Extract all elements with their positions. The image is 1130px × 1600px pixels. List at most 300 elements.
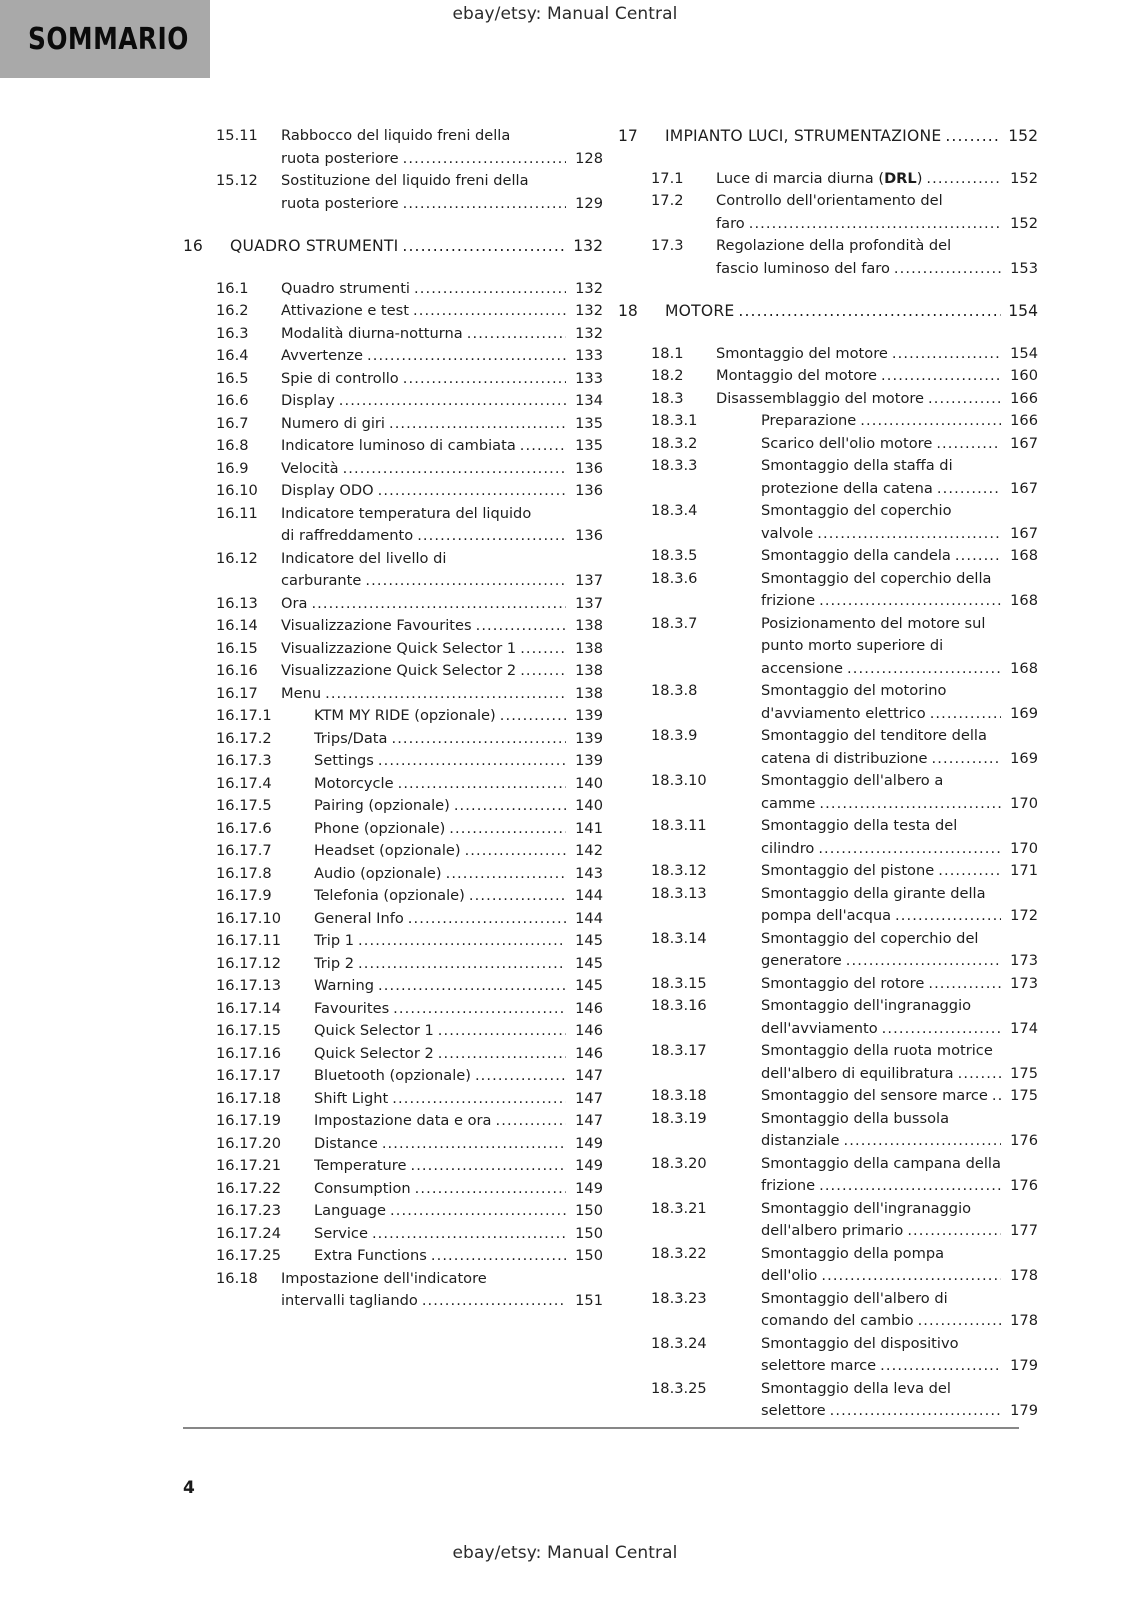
toc-entry-page-number: 160 (1010, 367, 1038, 384)
toc-entry-page-number: 140 (575, 797, 603, 814)
toc-entry-page-number: 146 (575, 999, 603, 1017)
toc-entry-number: 16.17.24 (216, 1224, 281, 1242)
toc-leader-dots (928, 973, 1001, 996)
toc-entry-page-number: 178 (1010, 1312, 1038, 1329)
toc-entry[interactable] (618, 235, 1038, 258)
toc-entry-body (761, 905, 1038, 928)
toc-entry-number: 16.6 (216, 392, 249, 409)
toc-entry[interactable] (183, 1133, 603, 1156)
toc-entry-page-number: 174 (1010, 1019, 1038, 1037)
toc-entry-number: 15.11 (216, 127, 258, 144)
toc-entry[interactable] (183, 1268, 603, 1291)
toc-entry-number: 16.18 (216, 1269, 258, 1287)
toc-entry[interactable] (183, 278, 603, 301)
toc-entry[interactable] (618, 1220, 1038, 1243)
toc-entry[interactable] (618, 258, 1038, 281)
toc-entry-title: Controllo dell'orientamento del (716, 192, 943, 209)
toc-entry-body (761, 1400, 1038, 1423)
toc-entry-body (230, 235, 603, 258)
toc-entry-title: MOTORE (665, 302, 735, 320)
toc-entry[interactable] (183, 908, 603, 931)
toc-entry-page-number: 176 (1010, 1132, 1038, 1149)
toc-entry[interactable] (618, 770, 1038, 793)
toc-entry[interactable] (183, 193, 603, 216)
toc-entry-body (761, 1108, 1038, 1131)
toc-entry-body (314, 750, 603, 773)
toc-entry[interactable] (183, 683, 603, 706)
toc-entry[interactable] (618, 500, 1038, 523)
toc-entry-number: 16.10 (216, 482, 258, 499)
toc-entry[interactable] (183, 345, 603, 368)
toc-leader-dots (475, 1065, 566, 1088)
toc-entry-number: 18.3.20 (651, 1154, 707, 1172)
toc-entry-title: Indicatore luminoso di cambiata (281, 437, 516, 454)
toc-leader-dots (392, 1088, 566, 1111)
toc-entry-title: generatore (761, 952, 842, 969)
toc-entry-title: cilindro (761, 839, 815, 857)
toc-leader-dots (846, 950, 1001, 973)
toc-entry[interactable] (618, 433, 1038, 456)
toc-entry-page-number: 132 (575, 324, 603, 342)
toc-entry-body (314, 1178, 603, 1201)
toc-entry[interactable] (618, 680, 1038, 703)
toc-entry[interactable] (618, 1400, 1038, 1423)
toc-entry[interactable] (183, 525, 603, 548)
toc-entry[interactable] (183, 548, 603, 571)
toc-entry-number: 16.16 (216, 662, 258, 679)
toc-entry-title: Service (314, 1224, 368, 1242)
toc-entry-title: Language (314, 1202, 387, 1219)
toc-entry-page-number: 138 (575, 639, 603, 657)
toc-entry[interactable] (618, 455, 1038, 478)
toc-entry-body (314, 1043, 603, 1066)
toc-leader-dots (936, 433, 1001, 456)
watermark-bottom: ebay/etsy: Manual Central (452, 1543, 678, 1563)
toc-entry-title: Attivazione e test (281, 302, 409, 319)
toc-leader-dots (937, 478, 1001, 501)
toc-entry[interactable] (183, 1110, 603, 1133)
toc-leader-dots (938, 860, 1001, 883)
toc-entry-body (761, 455, 1038, 478)
toc-entry[interactable] (618, 1018, 1038, 1041)
toc-entry-body (665, 300, 1038, 323)
toc-entry-title: Indicatore temperatura del liquido (281, 504, 532, 522)
toc-entry[interactable] (183, 1155, 603, 1178)
toc-entry-body (281, 170, 603, 193)
toc-entry-title: Display ODO (281, 482, 374, 499)
toc-entry-body (716, 235, 1038, 258)
toc-entry-body (761, 635, 1038, 658)
toc-entry-body (761, 1265, 1038, 1288)
page-title: SOMMARIO (28, 22, 189, 57)
toc-entry-page-number: 172 (1010, 907, 1038, 924)
toc-entry-page-number: 154 (1010, 344, 1038, 362)
toc-entry[interactable] (183, 235, 603, 258)
toc-entry-body (761, 1220, 1038, 1243)
toc-entry-body (761, 545, 1038, 568)
toc-entry[interactable] (618, 928, 1038, 951)
toc-entry-title: punto morto superiore di (761, 637, 944, 654)
toc-entry-title: General Info (314, 909, 404, 927)
toc-entry-number: 16.17.19 (216, 1112, 281, 1129)
toc-entry-number: 16.17.13 (216, 977, 281, 994)
toc-entry-body (716, 343, 1038, 366)
toc-leader-dots (372, 1223, 566, 1246)
toc-entry[interactable] (183, 1043, 603, 1066)
toc-entry-title: Visualizzazione Quick Selector 2 (281, 662, 517, 679)
toc-entry[interactable] (183, 773, 603, 796)
toc-entry-number: 16.17 (216, 684, 258, 702)
toc-entry-title: Shift Light (314, 1089, 389, 1107)
toc-entry-body (314, 908, 603, 931)
toc-leader-dots (500, 705, 566, 728)
toc-entry-body (281, 660, 603, 683)
toc-entry[interactable] (183, 1200, 603, 1223)
toc-entry-page-number: 152 (1010, 214, 1038, 232)
toc-leader-dots (520, 638, 566, 661)
toc-entry[interactable] (618, 1333, 1038, 1356)
toc-entry-page-number: 145 (575, 932, 603, 949)
toc-entry[interactable] (183, 998, 603, 1021)
toc-entry[interactable] (618, 995, 1038, 1018)
toc-entry-page-number: 144 (575, 887, 603, 904)
toc-leader-dots (928, 388, 1001, 411)
toc-entry-title: Menu (281, 684, 322, 702)
toc-entry[interactable] (618, 860, 1038, 883)
toc-entry[interactable] (183, 975, 603, 998)
toc-entry-number: 17.3 (651, 237, 684, 254)
toc-entry-number: 18.3.10 (651, 772, 707, 789)
toc-entry[interactable] (183, 795, 603, 818)
toc-entry-body (761, 433, 1038, 456)
toc-entry-page-number: 137 (575, 594, 603, 612)
toc-entry-page-number: 152 (1010, 169, 1038, 187)
toc-leader-dots (413, 300, 566, 323)
toc-entry[interactable] (618, 1378, 1038, 1401)
toc-entry[interactable] (183, 300, 603, 323)
toc-entry[interactable] (183, 413, 603, 436)
toc-entry-title: Smontaggio della candela (761, 547, 951, 564)
toc-entry[interactable] (618, 168, 1038, 191)
toc-entry-body (314, 728, 603, 751)
toc-entry-body (281, 480, 603, 503)
toc-entry-page-number: 151 (575, 1292, 603, 1309)
toc-entry-page-number: 138 (575, 662, 603, 679)
toc-entry-page-number: 134 (575, 392, 603, 409)
toc-entry-body (761, 860, 1038, 883)
toc-entry[interactable] (618, 1355, 1038, 1378)
toc-entry[interactable] (618, 545, 1038, 568)
toc-entry[interactable] (618, 125, 1038, 148)
toc-entry-title: valvole (761, 524, 814, 542)
toc-entry-number: 16.17.6 (216, 819, 272, 837)
toc-entry[interactable] (618, 1108, 1038, 1131)
toc-entry-title: Smontaggio della staffa di (761, 457, 953, 474)
toc-entry-title: Motorcycle (314, 774, 394, 792)
toc-entry[interactable] (183, 840, 603, 863)
toc-entry[interactable] (618, 635, 1038, 658)
toc-entry[interactable] (183, 480, 603, 503)
toc-entry-body (281, 525, 603, 548)
toc-entry-title: Posizionamento del motore sul (761, 614, 986, 632)
toc-entry-page-number: 179 (1010, 1357, 1038, 1374)
toc-entry-body (761, 748, 1038, 771)
toc-entry-number: 16.17.17 (216, 1067, 281, 1084)
toc-entry[interactable] (618, 590, 1038, 613)
toc-entry-title: Bluetooth (opzionale) (314, 1067, 471, 1084)
toc-leader-dots (378, 750, 566, 773)
toc-entry-body (281, 570, 603, 593)
toc-entry[interactable] (618, 1153, 1038, 1176)
toc-entry-page-number: 170 (1010, 794, 1038, 812)
toc-entry[interactable] (183, 323, 603, 346)
toc-leader-dots (438, 1020, 566, 1043)
toc-entry[interactable] (618, 1198, 1038, 1221)
toc-entry-number: 16.17.11 (216, 932, 281, 949)
toc-entry-title: Smontaggio del coperchio del (761, 929, 979, 947)
toc-entry[interactable] (183, 615, 603, 638)
toc-entry-page-number: 149 (575, 1157, 603, 1174)
toc-leader-dots (403, 148, 566, 171)
toc-entry-body (314, 705, 603, 728)
toc-entry[interactable] (618, 748, 1038, 771)
toc-entry[interactable] (183, 1245, 603, 1268)
toc-entry[interactable] (618, 815, 1038, 838)
toc-entry[interactable] (618, 523, 1038, 546)
toc-entry-title: intervalli tagliando (281, 1292, 418, 1309)
toc-leader-dots (860, 410, 1001, 433)
toc-entry-title: Smontaggio dell'albero a (761, 772, 944, 789)
toc-entry-body (761, 1355, 1038, 1378)
toc-entry-body (281, 345, 603, 368)
toc-entry-page-number: 169 (1010, 704, 1038, 722)
toc-entry[interactable] (618, 703, 1038, 726)
toc-entry[interactable] (618, 410, 1038, 433)
toc-entry-body (716, 365, 1038, 388)
toc-entry[interactable] (618, 658, 1038, 681)
toc-entry[interactable] (618, 1130, 1038, 1153)
toc-leader-dots (358, 953, 566, 976)
footer-divider (183, 1427, 1019, 1429)
toc-entry-number: 16.17.14 (216, 999, 281, 1017)
toc-entry-title: carburante (281, 572, 362, 589)
toc-entry-page-number: 166 (1010, 389, 1038, 407)
toc-entry-page-number: 135 (575, 414, 603, 432)
toc-entry[interactable] (183, 458, 603, 481)
toc-entry[interactable] (183, 170, 603, 193)
toc-entry[interactable] (618, 343, 1038, 366)
toc-entry[interactable] (183, 750, 603, 773)
toc-entry[interactable] (618, 300, 1038, 323)
toc-entry-page-number: 142 (575, 842, 603, 859)
toc-entry[interactable] (183, 930, 603, 953)
toc-entry[interactable] (618, 725, 1038, 748)
toc-entry-title: Quick Selector 1 (314, 1022, 434, 1039)
toc-entry[interactable] (183, 705, 603, 728)
toc-entry-title: Disassemblaggio del motore (716, 389, 925, 407)
toc-entry-body (761, 568, 1038, 591)
toc-entry-body (314, 1200, 603, 1223)
toc-entry[interactable] (618, 613, 1038, 636)
toc-entry-body (281, 458, 603, 481)
toc-entry-number: 16.17.7 (216, 842, 272, 859)
page-number: 4 (183, 1478, 195, 1498)
toc-entry-body (314, 795, 603, 818)
toc-entry[interactable] (618, 213, 1038, 236)
toc-entry-title: frizione (761, 592, 816, 609)
toc-entry-title: KTM MY RIDE (opzionale) (314, 707, 496, 724)
toc-entry-body (761, 1063, 1038, 1086)
toc-entry-title: Preparazione (761, 412, 857, 429)
toc-entry-body (761, 1153, 1038, 1176)
toc-entry[interactable] (183, 863, 603, 886)
toc-entry[interactable] (618, 478, 1038, 501)
toc-entry-title: Smontaggio della campana della (761, 1154, 1001, 1172)
toc-entry[interactable] (183, 953, 603, 976)
toc-entry-body (281, 503, 603, 526)
toc-entry-number: 18.3.13 (651, 884, 707, 902)
toc-entry-page-number: 153 (1010, 259, 1038, 277)
toc-entry[interactable] (183, 728, 603, 751)
toc-entry[interactable] (183, 1088, 603, 1111)
toc-entry[interactable] (183, 593, 603, 616)
toc-entry-body (761, 1130, 1038, 1153)
toc-entry-body (281, 593, 603, 616)
toc-leader-dots (819, 1175, 1001, 1198)
toc-entry-page-number: 132 (575, 279, 603, 297)
toc-entry[interactable] (183, 148, 603, 171)
toc-entry-page-number: 145 (575, 977, 603, 994)
toc-entry-number: 18.3.15 (651, 974, 707, 992)
toc-entry[interactable] (183, 368, 603, 391)
toc-entry-page-number: 149 (575, 1179, 603, 1197)
toc-entry-title: Smontaggio del pistone (761, 862, 935, 879)
toc-entry[interactable] (183, 125, 603, 148)
toc-entry-page-number: 169 (1010, 749, 1038, 767)
toc-entry[interactable] (618, 950, 1038, 973)
toc-entry-title: Smontaggio della testa del (761, 817, 958, 834)
toc-entry[interactable] (618, 1310, 1038, 1333)
toc-entry-page-number: 178 (1010, 1267, 1038, 1284)
toc-entry-number: 18.3.12 (651, 862, 707, 879)
toc-leader-dots (930, 703, 1001, 726)
toc-entry[interactable] (183, 1065, 603, 1088)
toc-entry[interactable] (618, 1288, 1038, 1311)
toc-entry-title: Visualizzazione Quick Selector 1 (281, 639, 517, 657)
toc-entry[interactable] (618, 1085, 1038, 1108)
toc-leader-dots (358, 930, 566, 953)
toc-entry-body (761, 410, 1038, 433)
toc-entry-body (761, 1243, 1038, 1266)
toc-entry[interactable] (183, 390, 603, 413)
toc-entry-number: 18.3.7 (651, 614, 698, 632)
toc-entry-number: 16.1 (216, 279, 249, 297)
toc-entry[interactable] (618, 883, 1038, 906)
toc-entry-page-number: 179 (1010, 1402, 1038, 1419)
toc-entry[interactable] (183, 1020, 603, 1043)
toc-entry-number: 16.17.9 (216, 887, 272, 904)
toc-entry[interactable] (618, 1063, 1038, 1086)
toc-entry[interactable] (618, 905, 1038, 928)
toc-entry-number: 16.17.25 (216, 1247, 281, 1264)
toc-entry[interactable] (183, 1290, 603, 1313)
toc-leader-dots (738, 300, 1001, 323)
toc-entry[interactable] (618, 388, 1038, 411)
toc-entry-page-number: 152 (1008, 127, 1038, 145)
toc-entry[interactable] (618, 365, 1038, 388)
toc-entry[interactable] (618, 1243, 1038, 1266)
toc-entry-page-number: 143 (575, 864, 603, 882)
toc-entry-body (761, 1085, 1038, 1108)
toc-entry-title: ruota posteriore (281, 149, 399, 167)
toc-entry[interactable] (618, 1265, 1038, 1288)
toc-entry-title: protezione della catena (761, 479, 933, 497)
toc-entry-title: selettore (761, 1402, 826, 1419)
toc-entry-number: 18.3.22 (651, 1244, 707, 1262)
toc-entry[interactable] (183, 638, 603, 661)
toc-entry[interactable] (183, 660, 603, 683)
toc-entry[interactable] (183, 885, 603, 908)
toc-entry-number: 18.3.19 (651, 1109, 707, 1127)
toc-entry-page-number: 133 (575, 347, 603, 364)
toc-entry[interactable] (183, 1223, 603, 1246)
toc-entry-title-tail: ) (916, 169, 923, 187)
toc-entry-title: Smontaggio del tenditore della (761, 727, 987, 744)
toc-entry[interactable] (183, 503, 603, 526)
toc-entry-page-number: 136 (575, 527, 603, 544)
toc-leader-dots (881, 365, 1001, 388)
toc-leader-dots (520, 660, 566, 683)
toc-entry-title: ruota posteriore (281, 194, 399, 212)
toc-entry[interactable] (183, 1178, 603, 1201)
toc-leader-dots (749, 213, 1001, 236)
toc-leader-dots (918, 1310, 1001, 1333)
toc-entry-body (281, 683, 603, 706)
toc-entry[interactable] (618, 1040, 1038, 1063)
toc-entry-body (716, 258, 1038, 281)
toc-leader-dots (469, 885, 566, 908)
toc-entry-number: 16.17.3 (216, 752, 272, 769)
toc-entry-body (716, 388, 1038, 411)
toc-entry-title: Smontaggio del dispositivo (761, 1334, 959, 1352)
toc-entry-page-number: 135 (575, 437, 603, 454)
toc-entry-body (761, 1175, 1038, 1198)
toc-entry[interactable] (618, 973, 1038, 996)
toc-entry[interactable] (618, 1175, 1038, 1198)
toc-entry[interactable] (618, 838, 1038, 861)
toc-entry-title: Luce di marcia diurna (DRL) (716, 169, 923, 187)
toc-entry-number: 18.1 (651, 344, 684, 362)
toc-entry-title: Smontaggio del coperchio (761, 502, 952, 519)
toc-entry-title: Indicatore del livello di (281, 549, 447, 567)
toc-entry[interactable] (618, 568, 1038, 591)
toc-entry-title: Smontaggio del rotore (761, 974, 925, 992)
toc-entry-number: 16.17.1 (216, 707, 272, 724)
toc-entry-page-number: 132 (575, 302, 603, 319)
toc-entry[interactable] (618, 793, 1038, 816)
toc-leader-dots (325, 683, 566, 706)
toc-entry[interactable] (183, 570, 603, 593)
toc-entry[interactable] (183, 818, 603, 841)
toc-entry-title: Impostazione data e ora (314, 1112, 492, 1129)
toc-entry-title: Display (281, 392, 335, 409)
toc-entry[interactable] (183, 435, 603, 458)
toc-entry[interactable] (618, 190, 1038, 213)
toc-entry-title: Consumption (314, 1179, 411, 1197)
toc-entry-title: Smontaggio della bussola (761, 1109, 950, 1127)
toc-entry-title: catena di distribuzione (761, 749, 928, 767)
toc-entry-number: 16.3 (216, 324, 249, 342)
